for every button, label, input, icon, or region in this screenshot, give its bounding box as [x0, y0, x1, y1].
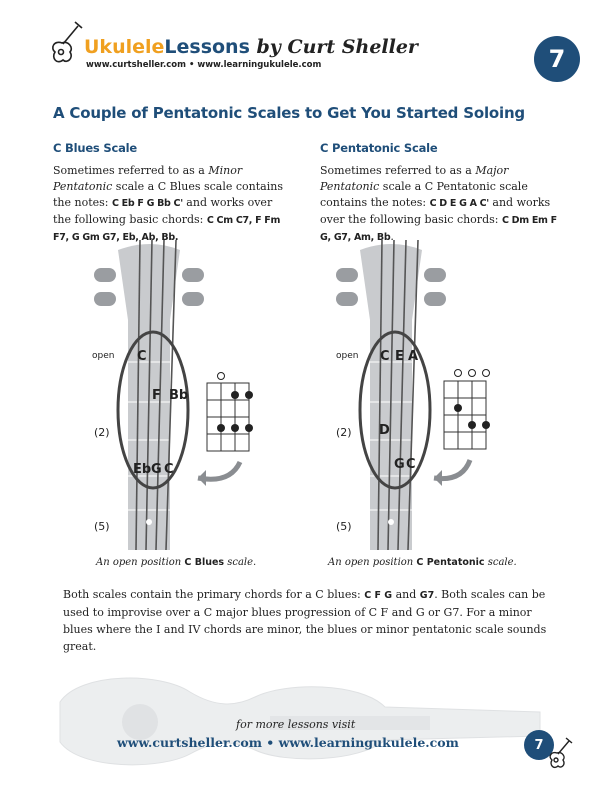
text: Sometimes referred to as a: [320, 164, 476, 177]
note-g: G: [394, 457, 405, 472]
note-d: D: [379, 423, 390, 438]
chord-box: [207, 373, 253, 452]
footer-urls-link[interactable]: www.curtsheller.com • www.learningukulele.com: [117, 735, 459, 750]
logo-lessons: Lessons: [164, 36, 250, 58]
logo-by-author: by Curt Sheller: [249, 36, 418, 58]
fret-5-label: (5): [94, 520, 110, 533]
footer-visit-text: for more lessons visit: [236, 718, 356, 731]
text: and: [392, 588, 420, 601]
primary-chords: C F G: [364, 590, 393, 601]
fret-marker: [388, 519, 394, 525]
c-pentatonic-notes: C D E G A C': [429, 198, 489, 209]
note-f: F: [152, 388, 161, 403]
c-blues-chords: C Cm C7, F Fm F7, G Gm G7, Eb, Ab, Bb.: [53, 215, 281, 243]
fret-2-label: (2): [94, 426, 110, 439]
page-title: A Couple of Pentatonic Scales to Get You Started Soloing: [53, 104, 525, 122]
headstock: [94, 244, 204, 320]
note-c: C: [137, 349, 147, 364]
text: scale.: [484, 557, 517, 568]
c-pentatonic-chords: C Dm Em F G, G7, Am, Bb: [320, 215, 557, 243]
c-blues-heading: C Blues Scale: [53, 141, 137, 155]
text: scale a C Blues scale contains the notes:: [53, 180, 283, 209]
logo-wordmark: [84, 36, 418, 58]
fret-marker: [146, 519, 152, 525]
ukulele-logo-icon: [48, 18, 88, 74]
chord-box: [444, 370, 490, 450]
note-e: E: [395, 349, 404, 364]
text: and works over the following basic chords:: [53, 196, 273, 226]
fret-2-label: (2): [336, 426, 352, 439]
c-blues-paragraph: [53, 163, 293, 246]
logo-ukulele: Ukulele: [84, 36, 165, 58]
text: .: [390, 230, 394, 243]
open-label: open: [336, 351, 359, 361]
text: Both scales contain the primary chords for a C blues:: [63, 588, 365, 601]
note-a: A: [408, 349, 419, 364]
summary-paragraph: [63, 586, 553, 655]
headstock: [336, 244, 446, 320]
footer-page-number-badge: 7: [524, 730, 554, 760]
page-number-badge: 7: [534, 36, 580, 82]
minor-pentatonic-term: Minor Pentatonic: [53, 164, 243, 193]
note-g: G: [151, 462, 162, 477]
text: Sometimes referred to as a: [53, 164, 209, 177]
c-blues-neck-diagram: [80, 240, 280, 550]
note-bb: Bb: [169, 388, 189, 403]
fret-5-label: (5): [336, 520, 352, 533]
major-pentatonic-term: Major Pentatonic: [320, 164, 509, 193]
ukulele-footer-icon: [548, 736, 574, 776]
note-c-octave: C: [164, 462, 174, 477]
text: and works over the following basic chords:: [320, 196, 551, 226]
g7-chord: G7: [419, 590, 435, 601]
c-pentatonic-neck-diagram: [322, 240, 522, 550]
text: scale.: [224, 557, 257, 568]
text: An open position: [328, 557, 417, 568]
c-pentatonic-heading: C Pentatonic Scale: [320, 141, 438, 155]
c-blues-caption: [96, 557, 256, 568]
header-urls: www.curtsheller.com • www.learningukulele.com: [86, 60, 322, 70]
ukulele-watermark: [40, 662, 570, 772]
c-pentatonic-caption: [328, 557, 517, 568]
note-c: C: [380, 349, 390, 364]
text: scale a C Pentatonic scale contains the notes:: [320, 180, 528, 209]
open-label: open: [92, 351, 115, 361]
c-blues-notes: C Eb F G Bb C': [112, 198, 183, 209]
c-pentatonic-paragraph: [320, 163, 560, 246]
note-c-octave: C: [406, 457, 416, 472]
text: An open position: [96, 557, 185, 568]
text: C Blues: [184, 557, 225, 568]
text: C Pentatonic: [416, 557, 485, 568]
note-eb: Eb: [133, 462, 152, 477]
text: . Both scales can be used to improvise over a C major blues progression of C F and G or G7. For a minor blues where the I and IV chords are minor, the blues or minor pentatonic scale sounds great.: [63, 588, 547, 653]
